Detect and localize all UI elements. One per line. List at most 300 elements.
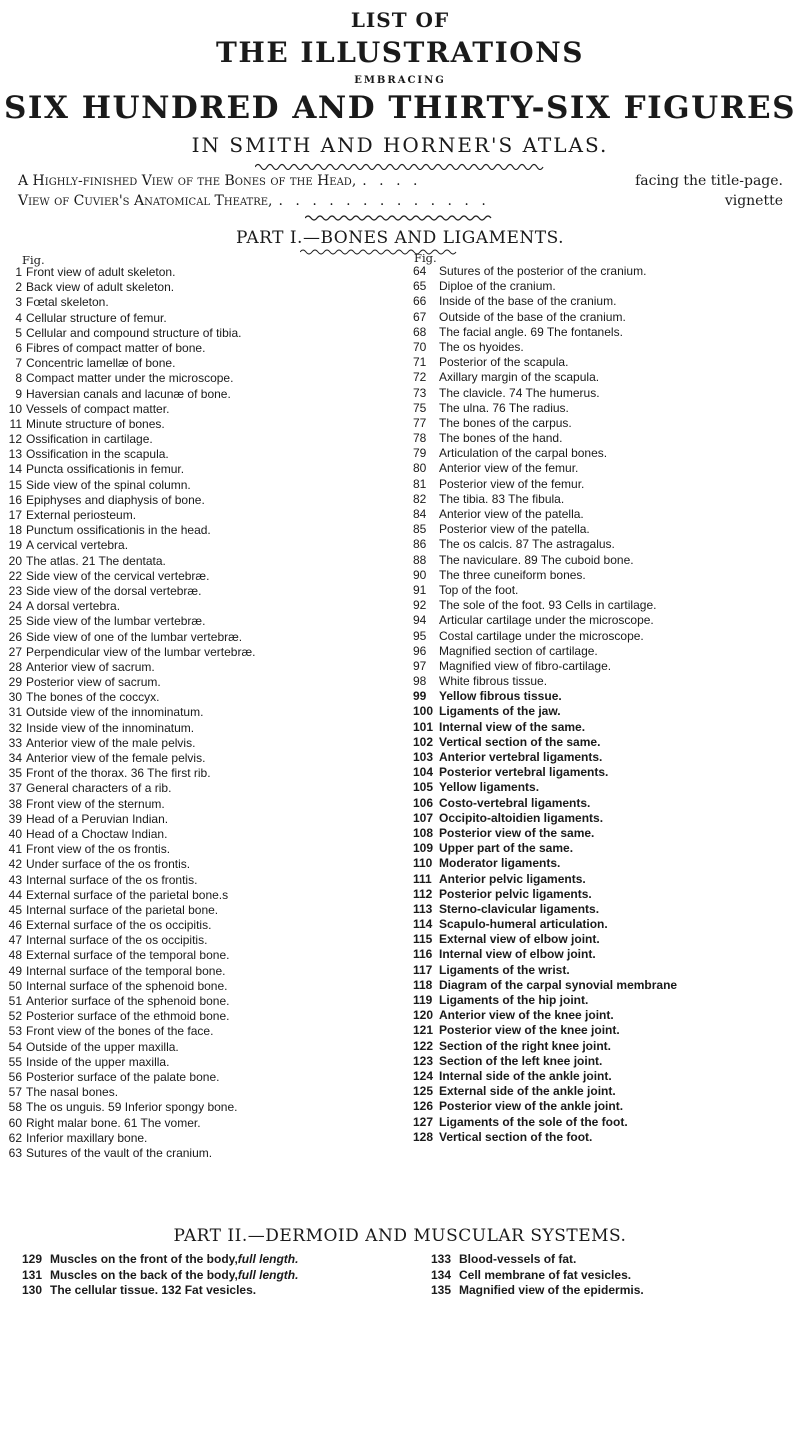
figure-caption: Side view of one of the lumbar vertebræ. bbox=[26, 629, 243, 644]
figure-number: 120 bbox=[413, 1008, 434, 1023]
figure-number: 90 bbox=[413, 567, 427, 582]
list-item bbox=[413, 993, 798, 1008]
list-item bbox=[0, 781, 400, 796]
figure-caption: Side view of the cervical vertebræ. bbox=[26, 568, 210, 583]
figure-caption: Back view of adult skeleton. bbox=[26, 280, 175, 295]
list-item bbox=[413, 386, 798, 401]
figure-caption: Fœtal skeleton. bbox=[26, 295, 109, 310]
list-item bbox=[0, 311, 400, 326]
list-item bbox=[0, 599, 400, 614]
figure-number: 109 bbox=[413, 841, 434, 856]
figure-caption: Top of the foot. bbox=[439, 582, 519, 597]
list-item bbox=[413, 431, 798, 446]
list-item bbox=[413, 1054, 798, 1069]
part-one-right-column bbox=[413, 264, 798, 1145]
figure-caption-italic: full length. bbox=[237, 1252, 299, 1266]
figure-number: 125 bbox=[413, 1084, 434, 1099]
figure-caption: The nasal bones. bbox=[26, 1085, 119, 1100]
figure-number: 98 bbox=[413, 674, 427, 689]
figure-caption: Anterior surface of the sphenoid bone. bbox=[26, 994, 230, 1008]
figure-number: 19 bbox=[8, 538, 22, 553]
figure-number: 14 bbox=[8, 462, 22, 477]
figure-number: 4 bbox=[15, 310, 22, 325]
list-item bbox=[0, 1116, 400, 1131]
list-item bbox=[413, 477, 798, 492]
list-item bbox=[413, 537, 798, 552]
figure-number: 99 bbox=[413, 689, 427, 704]
list-item bbox=[413, 446, 798, 461]
figure-number: 52 bbox=[8, 1009, 22, 1024]
figure-number: 34 bbox=[8, 751, 22, 765]
figure-number: 44 bbox=[8, 887, 22, 902]
frontmatter-label: View of Cuvier's Anatomical Theatre, bbox=[18, 193, 273, 209]
figure-caption: Anterior view of the femur. bbox=[439, 461, 579, 476]
figure-number: 122 bbox=[413, 1038, 434, 1053]
figure-number: 117 bbox=[413, 962, 433, 977]
figure-number: 127 bbox=[413, 1114, 434, 1129]
figure-number: 30 bbox=[8, 690, 22, 705]
figure-number: 47 bbox=[8, 933, 22, 948]
figure-caption: Minute structure of bones. bbox=[26, 416, 165, 431]
figure-caption: External side of the ankle joint. bbox=[439, 1084, 616, 1099]
figure-caption: Internal surface of the os occipitis. bbox=[26, 933, 208, 948]
list-item bbox=[413, 325, 798, 340]
figure-caption: Posterior of the scapula. bbox=[439, 355, 569, 370]
figure-number: 65 bbox=[413, 279, 427, 294]
list-item bbox=[413, 963, 798, 978]
list-item bbox=[413, 1130, 798, 1145]
list-item bbox=[413, 917, 798, 932]
figure-caption: The bones of the carpus. bbox=[439, 415, 572, 430]
figure-number: 48 bbox=[8, 948, 22, 963]
figure-number: 71 bbox=[413, 355, 427, 370]
figure-caption: Side view of the spinal column. bbox=[26, 477, 191, 492]
figure-caption: Vertical section of the foot. bbox=[439, 1129, 593, 1144]
frontmatter-page: vignette bbox=[724, 193, 783, 209]
list-item bbox=[0, 979, 400, 994]
figure-number: 53 bbox=[8, 1024, 22, 1039]
figure-caption: A dorsal vertebra. bbox=[26, 599, 121, 614]
figure-number: 80 bbox=[413, 461, 427, 476]
figure-number: 28 bbox=[8, 659, 22, 674]
figure-number: 126 bbox=[413, 1099, 434, 1114]
figure-caption: Articulation of the carpal bones. bbox=[439, 446, 608, 461]
frontmatter-item bbox=[18, 193, 783, 209]
list-item bbox=[0, 994, 400, 1009]
figure-number: 7 bbox=[15, 356, 22, 371]
list-item bbox=[0, 675, 400, 690]
figure-caption: Outside of the base of the cranium. bbox=[439, 309, 626, 324]
list-item bbox=[0, 1100, 400, 1115]
figure-number: 95 bbox=[413, 628, 427, 643]
figure-caption: The bones of the hand. bbox=[439, 431, 563, 446]
figure-number: 33 bbox=[8, 735, 22, 750]
list-item bbox=[413, 294, 798, 309]
figure-number: 96 bbox=[413, 643, 427, 658]
list-item bbox=[413, 796, 798, 811]
figure-caption: Diagram of the carpal synovial membrane bbox=[439, 977, 678, 992]
figure-number: 70 bbox=[413, 339, 427, 354]
list-item bbox=[431, 1283, 791, 1299]
figure-number: 1 bbox=[15, 265, 22, 279]
figure-number: 35 bbox=[8, 766, 22, 781]
figure-number: 131 bbox=[22, 1267, 43, 1282]
list-item bbox=[413, 1069, 798, 1084]
list-item bbox=[0, 280, 400, 295]
figure-number: 29 bbox=[8, 675, 22, 690]
figure-caption: Yellow ligaments. bbox=[439, 780, 540, 795]
list-item bbox=[413, 902, 798, 917]
figure-number: 85 bbox=[413, 522, 427, 537]
list-item bbox=[0, 645, 400, 660]
figure-number: 111 bbox=[413, 871, 432, 886]
figure-number: 9 bbox=[15, 386, 22, 401]
figure-caption: Posterior view of sacrum. bbox=[26, 675, 161, 690]
list-item bbox=[413, 629, 798, 644]
figure-caption: Perpendicular view of the lumbar vertebræ. bbox=[26, 644, 256, 659]
list-item bbox=[0, 584, 400, 599]
list-item bbox=[431, 1268, 791, 1284]
figure-caption: Section of the left knee joint. bbox=[439, 1053, 603, 1068]
list-item bbox=[413, 583, 798, 598]
illustrations-heading: THE ILLUSTRATIONS bbox=[216, 36, 584, 69]
figure-number: 41 bbox=[8, 842, 22, 857]
list-item bbox=[0, 964, 400, 979]
figure-number: 18 bbox=[8, 523, 22, 538]
figure-caption: Vertical section of the same. bbox=[439, 734, 601, 749]
list-item bbox=[413, 1115, 798, 1130]
list-item bbox=[413, 947, 798, 962]
part-two-heading: PART II.—DERMOID AND MUSCULAR SYSTEMS. bbox=[173, 1226, 627, 1246]
frontmatter-dots: . . . . bbox=[362, 173, 422, 189]
list-item bbox=[0, 371, 400, 386]
figure-number: 37 bbox=[8, 781, 22, 796]
figure-number: 97 bbox=[413, 658, 427, 673]
figure-number: 6 bbox=[15, 340, 22, 355]
figure-caption: Internal surface of the os frontis. bbox=[26, 872, 198, 887]
list-item bbox=[413, 1008, 798, 1023]
list-item bbox=[413, 279, 798, 294]
figure-caption: Occipito-altoidien ligaments. bbox=[439, 810, 604, 825]
list-item bbox=[0, 948, 400, 963]
wavy-rule-top bbox=[255, 160, 545, 170]
list-item bbox=[0, 873, 400, 888]
figure-number: 94 bbox=[413, 613, 427, 628]
list-item bbox=[0, 356, 400, 371]
figure-caption: Blood-vessels of fat. bbox=[459, 1252, 577, 1266]
figure-caption: Scapulo-humeral articulation. bbox=[439, 917, 608, 932]
figure-number: 77 bbox=[413, 415, 427, 430]
list-item bbox=[0, 933, 400, 948]
figure-caption: The sole of the foot. 93 Cells in cartilage. bbox=[439, 598, 657, 613]
list-item bbox=[0, 569, 400, 584]
figure-caption: Muscles on the back of the body, bbox=[50, 1267, 238, 1282]
figure-number: 106 bbox=[413, 795, 434, 810]
figure-caption: The bones of the coccyx. bbox=[26, 690, 160, 705]
list-item bbox=[413, 1099, 798, 1114]
figure-caption: Posterior surface of the ethmoid bone. bbox=[26, 1009, 230, 1024]
figure-caption: Head of a Peruvian Indian. bbox=[26, 811, 169, 826]
figure-caption: Posterior view of the ankle joint. bbox=[439, 1099, 624, 1114]
figure-caption: The ulna. 76 The radius. bbox=[439, 400, 569, 415]
figure-number: 107 bbox=[413, 810, 434, 825]
figure-caption: Magnified section of cartilage. bbox=[439, 643, 598, 658]
list-item bbox=[0, 766, 400, 781]
list-item bbox=[0, 432, 400, 447]
figure-number: 51 bbox=[8, 994, 22, 1008]
figure-number: 11 bbox=[9, 416, 22, 431]
list-item bbox=[413, 978, 798, 993]
figure-number: 91 bbox=[413, 582, 427, 597]
figure-caption: Ligaments of the jaw. bbox=[439, 704, 561, 719]
list-item bbox=[413, 461, 798, 476]
figure-caption: Ossification in cartilage. bbox=[26, 432, 153, 447]
figure-number: 66 bbox=[413, 294, 427, 309]
figure-caption: Front view of the sternum. bbox=[26, 796, 165, 811]
figure-number: 112 bbox=[413, 886, 433, 901]
figure-caption: Anterior view of sacrum. bbox=[26, 659, 155, 674]
list-item bbox=[0, 1131, 400, 1146]
list-item bbox=[413, 780, 798, 795]
figure-number: 68 bbox=[413, 324, 427, 339]
figure-caption: Fibres of compact matter of bone. bbox=[26, 340, 206, 355]
figure-caption: Cellular structure of femur. bbox=[26, 310, 167, 325]
figure-caption: Posterior view of the same. bbox=[439, 825, 595, 840]
list-item bbox=[0, 812, 400, 827]
figure-caption: White fibrous tissue. bbox=[439, 674, 548, 689]
figure-caption: Costal cartilage under the microscope. bbox=[439, 628, 644, 643]
figure-caption: Internal view of elbow joint. bbox=[439, 947, 596, 962]
list-item bbox=[413, 659, 798, 674]
list-item bbox=[0, 660, 400, 675]
figure-number: 121 bbox=[413, 1023, 434, 1038]
list-item bbox=[413, 416, 798, 431]
list-item bbox=[413, 720, 798, 735]
fig-label-right: Fig. bbox=[414, 251, 437, 265]
figure-caption: Internal surface of the sphenoid bone. bbox=[26, 978, 228, 993]
figure-caption: Ligaments of the sole of the foot. bbox=[439, 1114, 628, 1129]
figure-number: 57 bbox=[8, 1085, 22, 1100]
list-item bbox=[413, 932, 798, 947]
figure-number: 22 bbox=[8, 568, 22, 583]
frontmatter-label: A Highly-finished View of the Bones of the Head, bbox=[18, 173, 357, 189]
figure-caption: External surface of the parietal bone.s bbox=[26, 887, 229, 902]
list-item bbox=[413, 568, 798, 583]
list-item bbox=[0, 326, 400, 341]
list-item bbox=[0, 1085, 400, 1100]
list-item bbox=[0, 1146, 400, 1161]
figure-caption: Section of the right knee joint. bbox=[439, 1038, 612, 1053]
list-item bbox=[0, 341, 400, 356]
list-item bbox=[413, 310, 798, 325]
list-item bbox=[0, 554, 400, 569]
figure-caption: Posterior vertebral ligaments. bbox=[439, 765, 609, 780]
list-item bbox=[0, 751, 400, 766]
figure-caption: Head of a Choctaw Indian. bbox=[26, 826, 168, 841]
list-item bbox=[0, 721, 400, 736]
figure-caption: Concentric lamellæ of bone. bbox=[26, 356, 176, 371]
figure-number: 2 bbox=[15, 280, 22, 295]
figure-caption: Cellular and compound structure of tibia. bbox=[26, 325, 242, 340]
figure-number: 49 bbox=[8, 963, 22, 978]
figure-number: 130 bbox=[22, 1283, 43, 1297]
figure-caption: Diploe of the cranium. bbox=[439, 279, 556, 294]
list-item bbox=[413, 644, 798, 659]
list-item bbox=[0, 630, 400, 645]
list-item bbox=[0, 797, 400, 812]
list-item bbox=[0, 827, 400, 842]
list-item bbox=[0, 538, 400, 553]
figure-caption: The three cuneiform bones. bbox=[439, 567, 586, 582]
list-of-heading: LIST OF bbox=[350, 8, 450, 32]
figure-number: 84 bbox=[413, 507, 427, 521]
figure-caption: Muscles on the front of the body, bbox=[50, 1252, 238, 1266]
figure-number: 88 bbox=[413, 552, 427, 567]
list-item bbox=[413, 704, 798, 719]
part-two-right-column bbox=[431, 1252, 791, 1299]
list-item bbox=[413, 1023, 798, 1038]
list-item bbox=[413, 750, 798, 765]
figure-number: 40 bbox=[8, 826, 22, 841]
figure-caption: Yellow fibrous tissue. bbox=[439, 689, 562, 704]
list-item bbox=[413, 887, 798, 902]
figure-caption: Front view of the os frontis. bbox=[26, 842, 171, 857]
frontmatter-dots: . . . . . . . . . . . . . bbox=[278, 193, 490, 209]
list-item bbox=[0, 265, 400, 280]
list-item bbox=[0, 462, 400, 477]
list-item bbox=[0, 1070, 400, 1085]
list-item bbox=[22, 1252, 422, 1268]
list-item bbox=[413, 522, 798, 537]
list-item bbox=[413, 674, 798, 689]
list-item bbox=[0, 842, 400, 857]
list-item bbox=[413, 370, 798, 385]
figure-number: 38 bbox=[8, 796, 22, 811]
figure-number: 123 bbox=[413, 1053, 434, 1068]
figure-number: 73 bbox=[413, 385, 427, 400]
figure-caption: Ligaments of the wrist. bbox=[439, 962, 570, 977]
list-item bbox=[0, 903, 400, 918]
fig-label-left: Fig. bbox=[22, 253, 45, 267]
part-one-left-column bbox=[0, 265, 400, 1161]
list-item bbox=[0, 387, 400, 402]
figure-number: 5 bbox=[15, 325, 22, 340]
part-one-heading: PART I.—BONES AND LIGAMENTS. bbox=[235, 228, 565, 248]
list-item bbox=[413, 872, 798, 887]
figure-number: 16 bbox=[8, 492, 22, 507]
list-item bbox=[0, 402, 400, 417]
figure-caption: Anterior pelvic ligaments. bbox=[439, 871, 586, 886]
figure-number: 50 bbox=[8, 978, 22, 993]
figure-number: 26 bbox=[8, 629, 22, 644]
figure-number: 10 bbox=[8, 401, 22, 416]
figure-caption: The clavicle. 74 The humerus. bbox=[439, 385, 600, 400]
list-item bbox=[413, 355, 798, 370]
list-item bbox=[0, 295, 400, 310]
list-item bbox=[0, 736, 400, 751]
figure-caption: Costo-vertebral ligaments. bbox=[439, 795, 591, 810]
figure-caption: Punctum ossificationis in the head. bbox=[26, 523, 211, 538]
figure-caption: Outside view of the innominatum. bbox=[26, 705, 204, 720]
figure-caption: Epiphyses and diaphysis of bone. bbox=[26, 492, 205, 507]
list-item bbox=[431, 1252, 791, 1268]
list-item bbox=[22, 1268, 422, 1284]
figure-caption: Upper part of the same. bbox=[439, 841, 574, 856]
figure-number: 110 bbox=[413, 856, 433, 871]
figure-caption: Front view of the bones of the face. bbox=[26, 1024, 214, 1039]
list-item bbox=[0, 705, 400, 720]
list-item bbox=[413, 689, 798, 704]
figure-number: 13 bbox=[8, 447, 22, 462]
figure-caption: Front view of adult skeleton. bbox=[26, 265, 176, 279]
figure-caption: Sterno-clavicular ligaments. bbox=[439, 901, 600, 916]
figure-caption: Under surface of the os frontis. bbox=[26, 857, 191, 872]
figure-number: 27 bbox=[8, 644, 22, 659]
figure-number: 39 bbox=[8, 811, 22, 826]
figure-caption: Side view of the lumbar vertebræ. bbox=[26, 614, 206, 629]
list-item bbox=[0, 1040, 400, 1055]
figure-caption: General characters of a rib. bbox=[26, 781, 172, 796]
figure-number: 105 bbox=[413, 780, 434, 795]
figure-caption: Posterior surface of the palate bone. bbox=[26, 1069, 220, 1084]
list-item bbox=[0, 508, 400, 523]
figure-caption: Ossification in the scapula. bbox=[26, 447, 169, 462]
figure-number: 64 bbox=[413, 264, 427, 278]
figure-number: 103 bbox=[413, 750, 434, 764]
figure-number: 58 bbox=[8, 1100, 22, 1115]
figure-caption: Internal side of the ankle joint. bbox=[439, 1068, 612, 1083]
list-item bbox=[413, 492, 798, 507]
figure-number: 3 bbox=[15, 295, 22, 310]
figure-number: 54 bbox=[8, 1039, 22, 1054]
figure-caption: Posterior pelvic ligaments. bbox=[439, 886, 592, 901]
figure-caption: Anterior view of the male pelvis. bbox=[26, 735, 196, 750]
wavy-rule-middle bbox=[305, 213, 495, 223]
figure-caption: Inside of the base of the cranium. bbox=[439, 294, 617, 309]
figure-caption: Articular cartilage under the microscope. bbox=[439, 613, 654, 628]
figure-caption: The os unguis. 59 Inferior spongy bone. bbox=[26, 1100, 238, 1115]
list-item bbox=[413, 765, 798, 780]
frontmatter-item bbox=[18, 173, 783, 189]
list-item bbox=[0, 478, 400, 493]
figure-caption: Inside view of the innominatum. bbox=[26, 720, 195, 735]
figure-caption: Anterior view of the patella. bbox=[439, 507, 584, 521]
figure-caption: Ligaments of the hip joint. bbox=[439, 993, 589, 1007]
figure-number: 113 bbox=[413, 901, 433, 916]
list-item bbox=[413, 735, 798, 750]
figure-caption: Magnified view of fibro-cartilage. bbox=[439, 658, 612, 673]
figure-caption: Right malar bone. 61 The vomer. bbox=[26, 1115, 201, 1130]
figure-caption: Side view of the dorsal vertebræ. bbox=[26, 583, 202, 598]
list-item bbox=[0, 493, 400, 508]
figure-number: 75 bbox=[413, 400, 427, 415]
figure-caption: Moderator ligaments. bbox=[439, 856, 561, 871]
figure-number: 23 bbox=[8, 583, 22, 598]
figure-number: 56 bbox=[8, 1069, 22, 1084]
list-item bbox=[0, 523, 400, 538]
figure-caption: The os hyoides. bbox=[439, 339, 524, 354]
embracing-heading: EMBRACING bbox=[354, 75, 446, 86]
figure-number: 43 bbox=[8, 872, 22, 887]
figure-caption: A cervical vertebra. bbox=[26, 538, 129, 553]
figure-number: 86 bbox=[413, 537, 427, 552]
figure-number: 100 bbox=[413, 704, 434, 719]
figure-number: 67 bbox=[413, 309, 427, 324]
figure-number: 63 bbox=[8, 1145, 22, 1160]
figure-number: 115 bbox=[413, 932, 433, 947]
list-item bbox=[413, 264, 798, 279]
figure-number: 17 bbox=[8, 508, 22, 522]
